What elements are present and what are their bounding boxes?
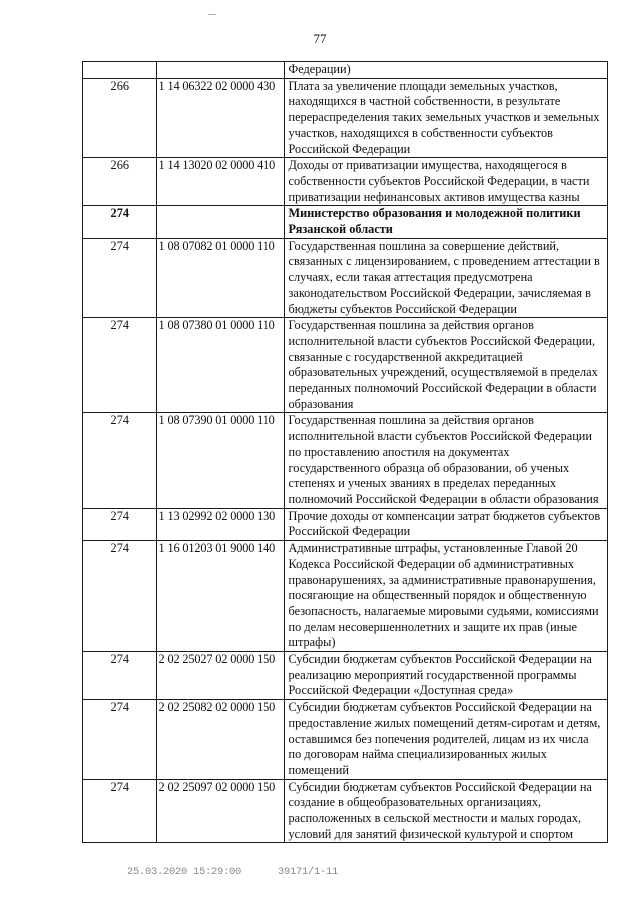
- admin-code-cell: 274: [83, 238, 157, 318]
- revenue-table: [82, 61, 608, 843]
- admin-code-cell: 274: [83, 508, 157, 540]
- table-row: [83, 238, 608, 318]
- revenue-code-cell: 1 08 07380 01 0000 110: [156, 318, 284, 413]
- revenue-code-cell: 2 02 25082 02 0000 150: [156, 700, 284, 780]
- revenue-code-cell: [156, 62, 284, 79]
- table-row: [83, 413, 608, 508]
- revenue-description-cell: Субсидии бюджетам субъектов Российской Федерации на реализацию мероприятий государственной программы Российской Федерации «Доступная среда»: [284, 652, 607, 700]
- page-number: 77: [313, 31, 327, 46]
- table-row: [83, 78, 608, 158]
- table-row: [83, 700, 608, 780]
- admin-code-cell: 266: [83, 78, 157, 158]
- table-row: [83, 779, 608, 843]
- revenue-description-cell: Государственная пошлина за совершение действий, связанных с лицензированием, с проведением аттестации в случаях, если такая аттестация предусмотрена законодательством Российской Федерации, зачисляемая в бюджеты субъектов Российской Федерации: [284, 238, 607, 318]
- revenue-code-cell: 2 02 25027 02 0000 150: [156, 652, 284, 700]
- table-row: [83, 541, 608, 652]
- revenue-code-cell: 1 08 07082 01 0000 110: [156, 238, 284, 318]
- table-row: [83, 318, 608, 413]
- revenue-description-cell: Государственная пошлина за действия органов исполнительной власти субъектов Российской Федерации по проставлению апостиля на документах государственного образца об образовании, об ученых степенях и ученых званиях в пределах переданных полномочий Российской Федерации в области образования: [284, 413, 607, 508]
- admin-code-cell: 266: [83, 158, 157, 206]
- scan-mark: [208, 14, 216, 15]
- table-row: [83, 206, 608, 238]
- revenue-code-cell: [156, 206, 284, 238]
- table-row: [83, 158, 608, 206]
- revenue-description-cell: Федерации): [284, 62, 607, 79]
- admin-code-cell: 274: [83, 413, 157, 508]
- admin-code-cell: 274: [83, 779, 157, 843]
- revenue-description-cell: Министерство образования и молодежной политики Рязанской области: [284, 206, 607, 238]
- footer-document-id: 39171/1-11: [278, 866, 339, 878]
- admin-code-cell: 274: [83, 541, 157, 652]
- revenue-description-cell: Плата за увеличение площади земельных участков, находящихся в частной собственности, в результате перераспределения таких земельных участков и земельных участков, находящихся в собственности субъектов Российской Федерации: [284, 78, 607, 158]
- admin-code-cell: 274: [83, 206, 157, 238]
- revenue-code-cell: 2 02 25097 02 0000 150: [156, 779, 284, 843]
- table-row: [83, 508, 608, 540]
- revenue-code-cell: 1 16 01203 01 9000 140: [156, 541, 284, 652]
- admin-code-cell: 274: [83, 652, 157, 700]
- table-row: [83, 652, 608, 700]
- revenue-code-cell: 1 14 06322 02 0000 430: [156, 78, 284, 158]
- footer-timestamp: 25.03.2020 15:29:00: [127, 866, 242, 878]
- admin-code-cell: 274: [83, 318, 157, 413]
- revenue-description-cell: Прочие доходы от компенсации затрат бюджетов субъектов Российской Федерации: [284, 508, 607, 540]
- revenue-code-cell: 1 13 02992 02 0000 130: [156, 508, 284, 540]
- table-body: [83, 62, 608, 843]
- revenue-code-cell: 1 14 13020 02 0000 410: [156, 158, 284, 206]
- admin-code-cell: 274: [83, 700, 157, 780]
- table-row: [83, 62, 608, 79]
- revenue-description-cell: Административные штрафы, установленные Главой 20 Кодекса Российской Федерации об административных правонарушениях, за административные правонарушения, посягающие на общественный порядок и общественную безопасность, налагаемые мировыми судьями, комиссиями по делам несовершеннолетних и защите их прав (иные штрафы): [284, 541, 607, 652]
- revenue-description-cell: Субсидии бюджетам субъектов Российской Федерации на предоставление жилых помещений детям-сиротам и детям, оставшимся без попечения родителей, лицам из их числа по договорам найма специализированных жилых помещений: [284, 700, 607, 780]
- revenue-description-cell: Государственная пошлина за действия органов исполнительной власти субъектов Российской Федерации, связанные с государственной аккредитацией образовательных учреждений, осуществляемой в пределах переданных полномочий Российской Федерации в области образования: [284, 318, 607, 413]
- admin-code-cell: [83, 62, 157, 79]
- revenue-description-cell: Доходы от приватизации имущества, находящегося в собственности субъектов Российской Федерации, в части приватизации нефинансовых активов имущества казны: [284, 158, 607, 206]
- revenue-code-cell: 1 08 07390 01 0000 110: [156, 413, 284, 508]
- revenue-description-cell: Субсидии бюджетам субъектов Российской Федерации на создание в общеобразовательных организациях, расположенных в сельской местности и малых городах, условий для занятий физической культурой и спортом: [284, 779, 607, 843]
